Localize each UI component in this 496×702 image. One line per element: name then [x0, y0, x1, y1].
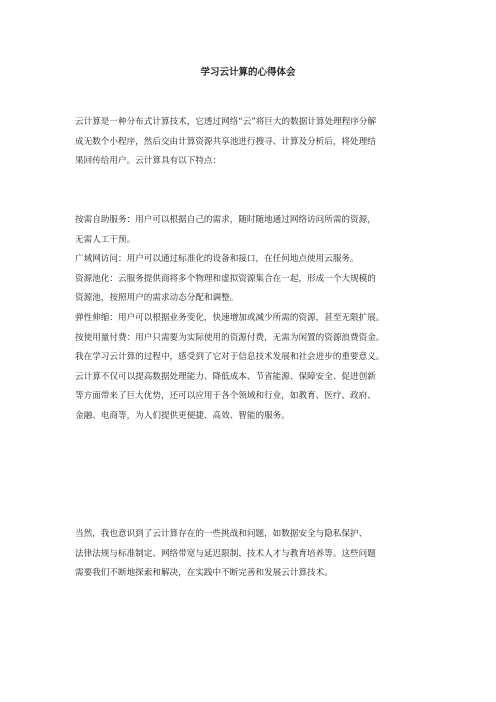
paragraph-features — [75, 211, 427, 427]
text-line: 法律法规与标准制定、网络带宽与延迟限制、技术人才与教育培养等。这些问题 — [75, 548, 376, 559]
text-line: 等方面带来了巨大优势，还可以应用于各个领域和行业，如教育、医疗、政府、 — [75, 391, 376, 402]
text-line: 金融、电商等，为人们提供更便捷、高效、智能的服务。 — [75, 410, 290, 421]
text-line: 弹性伸缩：用户可以根据业务变化，快速增加或减少所需的资源，甚至无限扩展。 — [75, 312, 385, 323]
text-line: 资源池，按照用户的需求动态分配和调整。 — [75, 293, 239, 304]
text-line: 我在学习云计算的过程中，感受到了它对于信息技术发展和社会进步的重要意义。 — [75, 352, 385, 363]
paragraph-intro — [75, 113, 427, 172]
text-line: 果回传给用户。云计算具有以下特点： — [75, 156, 222, 167]
text-line: 成无数个小程序，然后交由计算资源共享池进行搜寻、计算及分析后，将处理结 — [75, 136, 376, 147]
text-line: 当然，我也意识到了云计算存在的一些挑战和问题，如数据安全与隐私保护、 — [75, 529, 368, 539]
document-title: 学习云计算的心得体会 — [200, 67, 296, 78]
text-line: 无需人工干预。 — [75, 234, 136, 245]
text-line: 按使用量付费：用户只需要为实际使用的资源付费，无需为闲置的资源浪费资金。 — [75, 332, 385, 343]
text-line: 云计算是一种分布式计算技术，它透过网络“云”将巨大的数据计算处理程序分解 — [75, 117, 377, 127]
text-line: 广域网访问：用户可以通过标准化的设备和接口，在任何地点使用云服务。 — [75, 254, 359, 265]
paragraph-challenges — [75, 525, 427, 584]
text-line: 资源池化：云服务提供商将多个物理和虚拟资源集合在一起，形成一个大规模的 — [75, 273, 376, 284]
text-line: 按需自助服务：用户可以根据自己的需求，随时随地通过网络访问所需的资源， — [75, 215, 376, 225]
text-line: 云计算不仅可以提高数据处理能力、降低成本、节省能源、保障安全、促进创新 — [75, 371, 376, 382]
text-line: 需要我们不断地探索和解决，在实践中不断完善和发展云计算技术。 — [75, 568, 333, 579]
